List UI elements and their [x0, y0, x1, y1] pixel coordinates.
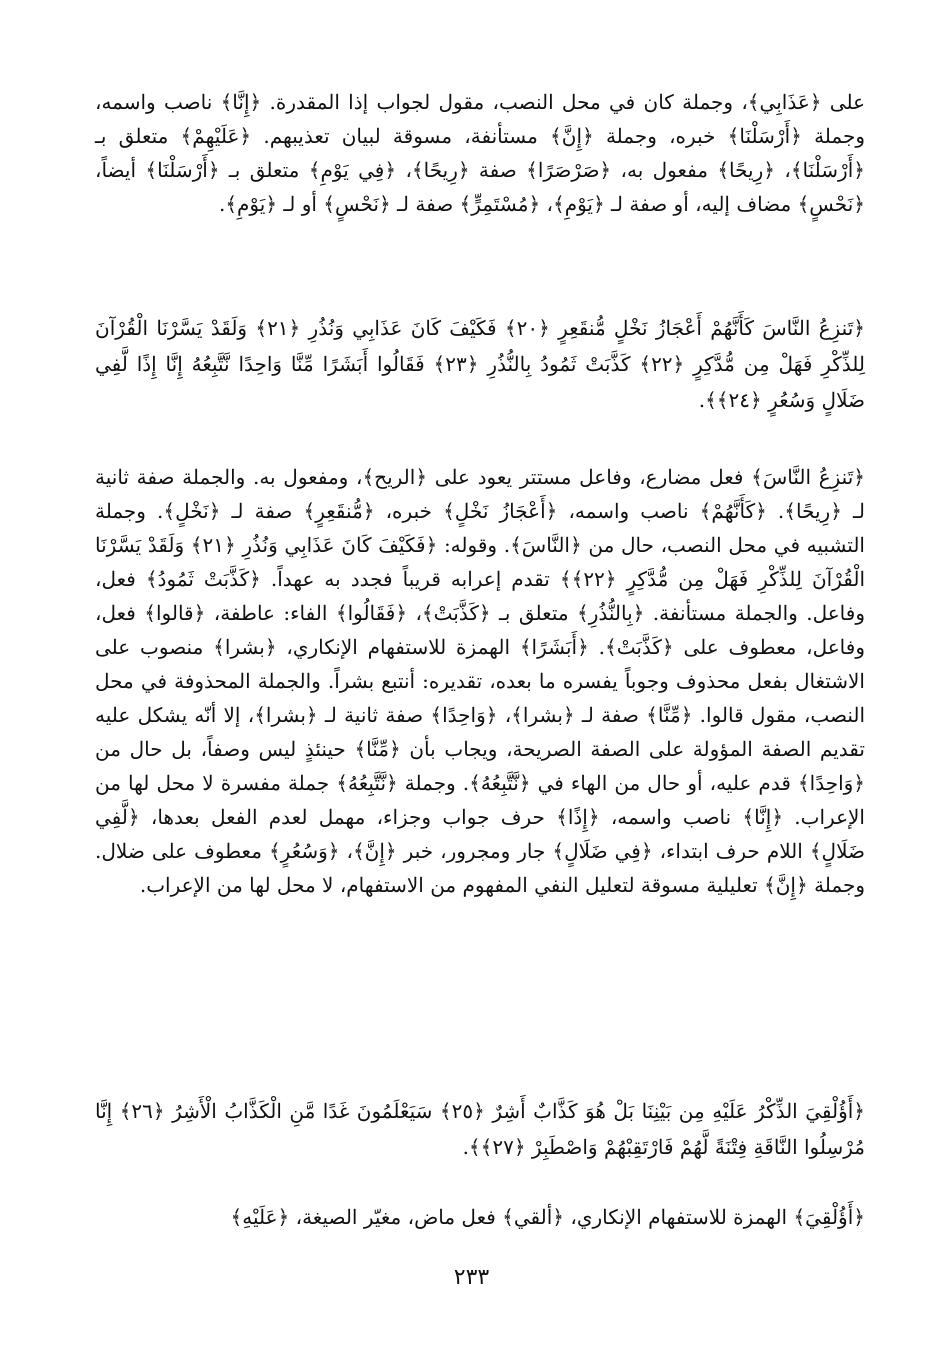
paragraph-text: ﴿أَؤُلْقِيَ﴾ الهمزة للاستفهام الإنكاري، ﴿ألقي﴾ فعل ماض، مغيّر الصيغة، ﴿عَلَيْهِ﴾ — [230, 1205, 865, 1229]
quran-verse-block-1 — [95, 310, 865, 418]
paragraph-irab-1 — [95, 85, 865, 221]
paragraph-irab-2 — [95, 460, 865, 902]
quran-verse-block-2 — [95, 1093, 865, 1165]
page-number: ٢٣٣ — [453, 1265, 490, 1290]
paragraph-irab-3 — [95, 1200, 865, 1234]
paragraph-text: ﴿تَنزِعُ النَّاسَ﴾ فعل مضارع، وفاعل مستتر يعود على ﴿الريح﴾، ومفعول به. والجملة صفة ثانية لـ ﴿رِيحًا﴾. ﴿كَأَنَّهُمْ﴾ ناصب واسمه، ﴿أَعْجَازُ نَخْلٍ﴾ خبره، ﴿مُّنقَعِرٍ﴾ صفة لـ ﴿نَخْلٍ﴾. وجملة التشبيه في محل النصب، حال من ﴿النَّاسَ﴾. وقوله: ﴿فَكَيْفَ كَانَ عَذَابِي وَنُذُرِ ﴿٢١﴾ وَلَقَدْ يَسَّرْنَا الْقُرْآنَ لِلذِّكْرِ فَهَلْ مِن مُّدَّكِرٍ ﴿٢٢﴾﴾ تقدم إعرابه قريباً فجدد به عهداً. ﴿كَذَّبَتْ ثَمُودُ﴾ فعل، وفاعل. والجملة مستأنفة. ﴿بِالنُّذُرِ﴾ متعلق بـ ﴿كَذَّبَتْ﴾، ﴿فَقَالُوا﴾ الفاء: عاطفة، ﴿قالوا﴾ فعل، وفاعل، معطوف على ﴿كَذَّبَتْ﴾. ﴿أَبَشَرًا﴾ الهمزة للاستفهام الإنكاري، ﴿بشرا﴾ منصوب على الاشتغال بفعل محذوف وجوباً يفسره ما بعده، تقديره: أنتبع بشراً. والجملة المحذوفة في محل النصب، مقول قالوا. ﴿مِّنَّا﴾ صفة لـ ﴿بشرا﴾، ﴿وَاحِدًا﴾ صفة ثانية لـ ﴿بشرا﴾، إلا أنّه يشكل عليه تقديم الصفة المؤولة على الصفة الصريحة، ويجاب بأن ﴿مِّنَّا﴾ حينئذٍ ليس وصفاً، بل حال من ﴿وَاحِدًا﴾ قدم عليه، أو حال من الهاء في ﴿نَّتَّبِعُهُ﴾. وجملة ﴿نَّتَّبِعُهُ﴾ جملة مفسرة لا محل لها من الإعراب. ﴿إِنَّا﴾ ناصب واسمه، ﴿إِذًا﴾ حرف جواب وجزاء، مهمل لعدم الفعل بعدها، ﴿لَّفِي ضَلَالٍ﴾ اللام حرف ابتداء، ﴿فِي ضَلَالٍ﴾ جار ومجرور، خبر ﴿إِنَّ﴾، ﴿وَسُعُرٍ﴾ معطوف على ضلال. وجملة ﴿إِنَّ﴾ تعليلية مسوقة لتعليل النفي المفهوم من الاستفهام، لا محل لها من الإعراب. — [95, 465, 866, 897]
paragraph-text: على ﴿عَذَابِي﴾، وجملة كان في محل النصب، مقول لجواب إذا المقدرة. ﴿إِنَّا﴾ ناصب واسمه، وجملة ﴿أَرْسَلْنَا﴾ خبره، وجملة ﴿إِنَّ﴾ مستأنفة، مسوقة لبيان تعذيبهم. ﴿عَلَيْهِمْ﴾ متعلق بـ ﴿أَرْسَلْنَا﴾، ﴿رِيحًا﴾ مفعول به، ﴿صَرْصَرًا﴾ صفة ﴿رِيحًا﴾، ﴿فِي يَوْمِ﴾ متعلق بـ ﴿أَرْسَلْنَا﴾ أيضاً، ﴿نَحْسٍ﴾ مضاف إليه، أو صفة لـ ﴿يَوْمِ﴾، ﴿مُسْتَمِرٍّ﴾ صفة لـ ﴿نَحْسٍ﴾ أو لـ ﴿يَوْمِ﴾. — [95, 90, 865, 216]
verse-text: ﴿تَنزِعُ النَّاسَ كَأَنَّهُمْ أَعْجَازُ نَخْلٍ مُّنقَعِرٍ ﴿٢٠﴾ فَكَيْفَ كَانَ عَذَابِي وَنُذُرِ ﴿٢١﴾ وَلَقَدْ يَسَّرْنَا الْقُرْآنَ لِلذِّكْرِ فَهَلْ مِن مُّدَّكِرٍ ﴿٢٢﴾ كَذَّبَتْ ثَمُودُ بِالنُّذُرِ ﴿٢٣﴾ فَقَالُوا أَبَشَرًا مِّنَّا وَاحِدًا نَّتَّبِعُهُ إِنَّا إِذًا لَّفِي ضَلَالٍ وَسُعُرٍ ﴿٢٤﴾﴾. — [95, 316, 865, 412]
verse-text: ﴿أَؤُلْقِيَ الذِّكْرُ عَلَيْهِ مِن بَيْنِنَا بَلْ هُوَ كَذَّابٌ أَشِرٌ ﴿٢٥﴾ سَيَعْلَمُونَ غَدًا مَّنِ الْكَذَّابُ الْأَشِرُ ﴿٢٦﴾ إِنَّا مُرْسِلُوا النَّاقَةِ فِتْنَةً لَّهُمْ فَارْتَقِبْهُمْ وَاصْطَبِرْ ﴿٢٧﴾﴾. — [95, 1099, 866, 1159]
